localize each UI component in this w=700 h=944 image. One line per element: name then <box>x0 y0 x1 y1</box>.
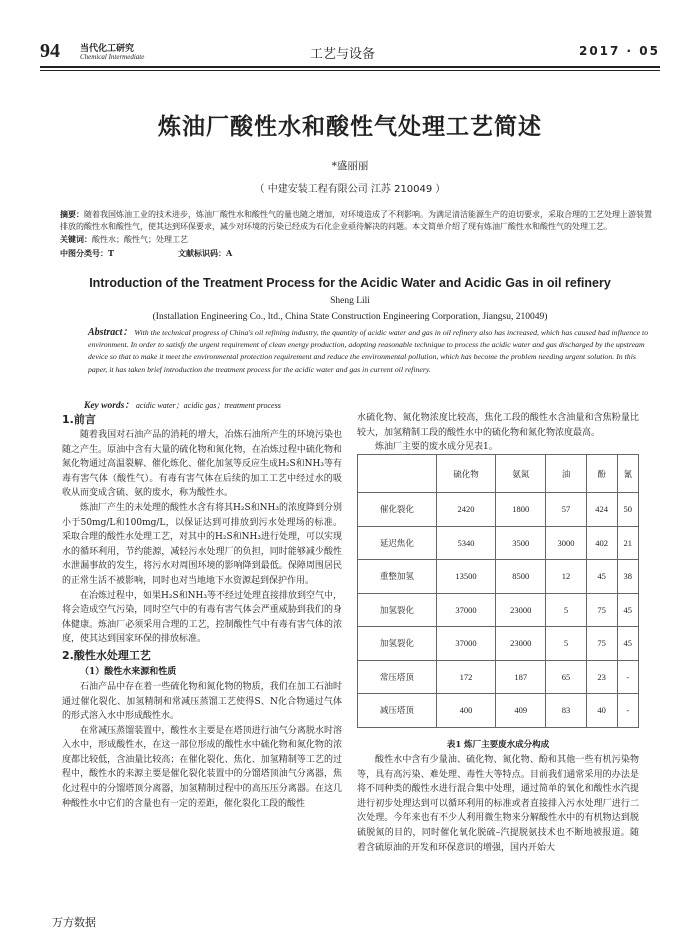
keywords-cn-label: 关键词： <box>60 234 92 245</box>
page-header <box>40 38 660 68</box>
table-cell: 45 <box>617 627 638 661</box>
wastewater-composition-table <box>357 454 639 728</box>
table-header-cell <box>358 455 437 493</box>
journal-name-en: Chemical Intermediate <box>80 53 145 61</box>
english-keywords-label: Key words： <box>84 401 134 411</box>
table-cell: 1800 <box>496 493 546 527</box>
section-1-heading: 1.前言 <box>62 413 96 426</box>
table-cell: 400 <box>436 694 496 728</box>
table-row <box>358 660 639 694</box>
keywords-cn <box>60 233 652 246</box>
abstract-cn-text: 随着我国炼油工业的技术进步，炼油厂酸性水和酸性气的量也随之增加，对环境造成了不利影响。为满足清洁能源生产的迫切要求，采取合理的工艺处理上游装置排放的酸性水和酸性气，使其达到环保要求，减少对环境的污染已经成为石化企业亟待解决的问题。本文简单介绍了现有炼油厂酸性水和酸性气的处理工艺。 <box>60 210 652 232</box>
table-cell: 5 <box>546 593 586 627</box>
journal-name-cn: 当代化工研究 <box>80 44 135 54</box>
table-cell: 172 <box>436 660 496 694</box>
table-header-row <box>358 455 639 493</box>
doc-code-label: 文献标识码： <box>177 247 226 258</box>
classification-line <box>60 247 652 260</box>
table-cell: 50 <box>617 493 638 527</box>
table-row <box>358 694 639 728</box>
table-cell: - <box>617 694 638 728</box>
table-cell: 83 <box>546 694 586 728</box>
english-keywords <box>84 397 654 411</box>
table-cell: 21 <box>617 526 638 560</box>
section-2-1-heading: （1）酸性水来源和性质 <box>80 666 177 677</box>
table-cell: 424 <box>586 493 617 527</box>
table-cell: 45 <box>586 560 617 594</box>
right-continuation-paragraph: 水硫化物、氮化物浓度比较高，焦化工段的酸性水含油量和含焦粉量比较大，加氢精制工段的酸性水中的硫化物和氮化物浓度最高。 <box>357 413 639 438</box>
table-cell: 2420 <box>436 493 496 527</box>
abstract-cn-label: 摘要： <box>60 209 84 219</box>
table-header-cell: 酚 <box>586 455 617 493</box>
table-row-label: 常压塔顶 <box>358 660 437 694</box>
table-cell: 75 <box>586 593 617 627</box>
table-header-cell: 硫化物 <box>436 455 496 493</box>
table-cell: 40 <box>586 694 617 728</box>
table-cell: 23 <box>586 660 617 694</box>
english-abstract <box>88 327 654 376</box>
header-rule-thin <box>40 70 660 71</box>
table-row <box>358 526 639 560</box>
header-rule-thick <box>40 66 660 68</box>
table-intro-text: 炼油厂主要的废水成分见表1。 <box>375 442 498 453</box>
table-row-label: 加氢裂化 <box>358 593 437 627</box>
table-cell: 23000 <box>496 593 546 627</box>
table-header-cell: 氰 <box>617 455 638 493</box>
section-1-paragraph-1: 随着我国对石油产品的消耗的增大，冶炼石油所产生的环境污染也随之产生。原油中含有大量的硫化物和氮化物，在冶炼过程中硫化物和氮化物通过高温裂解、催化炼化、催化加氢等反应生成H₂S和NH₃等有毒有害气体（酸性气）。有毒有害气体在后续的加工工艺中经过水的吸收从而变成含硫、氨的废水，称为酸性水。 <box>62 430 342 499</box>
english-author: Sheng Lili <box>330 296 370 306</box>
doc-code-value: A <box>225 247 233 258</box>
table-row <box>358 493 639 527</box>
table-header-cell: 油 <box>546 455 586 493</box>
abstract-cn-block <box>60 208 652 260</box>
table-cell: 23000 <box>496 627 546 661</box>
section-name: 工艺与设备 <box>310 47 376 62</box>
table-cell: 5 <box>546 627 586 661</box>
article-affiliation: （ 中建安装工程有限公司 江苏 210049 ） <box>254 184 446 195</box>
table-cell: 37000 <box>436 593 496 627</box>
section-2-heading: 2.酸性水处理工艺 <box>62 648 151 662</box>
section-2-1-paragraph-2: 在常减压蒸馏装置中，酸性水主要是在塔顶进行油气分离脱水时溶入水中，形成酸性水，在这一部位形成的酸性水中硫化物和氮化物的浓度都比较低，含油量比较高；在催化裂化、焦化、加氢精制等工艺的过程中，酸性水的来源主要是催化裂化装置中的分馏塔顶油气分离器，焦化过程中的分馏塔顶分离器，加氢精制过程中的高压压分离器。在这几种酸性水中它们的含量也有一定的差距，催化裂化工段的酸性 <box>62 725 342 809</box>
english-title: Introduction of the Treatment Process for the Acidic Water and Acidic Gas in oil refinery <box>89 276 611 290</box>
table-cell: 12 <box>546 560 586 594</box>
table-row <box>358 627 639 661</box>
table-row-label: 重整加氢 <box>358 560 437 594</box>
table-cell: - <box>617 660 638 694</box>
table-cell: 3500 <box>496 526 546 560</box>
table-cell: 5340 <box>436 526 496 560</box>
table-cell: 8500 <box>496 560 546 594</box>
table-cell: 75 <box>586 627 617 661</box>
issue-number: 2017 · 05 <box>578 44 660 58</box>
abstract-cn <box>60 208 652 233</box>
table-cell: 57 <box>546 493 586 527</box>
table-caption: 表1 炼厂主要废水成分构成 <box>446 740 550 750</box>
table-row <box>358 560 639 594</box>
body-left-column <box>62 411 342 811</box>
right-paragraph-after-table: 酸性水中含有少量油、硫化物、氮化物、酚和其他一些有机污染物等，具有高污染、难处理、毒性大等特点。目前我们通常采用的办法是将不同种类的酸性水进行混合集中处理，通过简单的氧化和酸性水汽提进行初步处理达到可以循环利用的标准或者直接排入污水处理厂进行二次处理。今年来也有不少人利用微生物来分解酸性水中的有机物达到脱硫脱氮的目的，同时催化氧化脱硫–汽提脱氨技术也不断地被报道。随着含硫原油的开发和环保意识的增强，国内开始大 <box>357 755 639 853</box>
class-label: 中图分类号： <box>60 247 108 258</box>
section-1-paragraph-2: 炼油厂产生的未处理的酸性水含有将其H₂S和NH₃的浓度降到分别小于50mg/L和100mg/L，以保证达到可排放到污水处理场的标准。采取合理的酸性水处理工艺，对其中的H₂S和NH₃进行处理，可以实现水的循环利用，节约能源，减轻污水处理厂的负担，同时能够减少酸性水泄漏事故的发生，将污水对周围环境的影响降到最低。保障周围居民的正常生活不被影响，同时也对当地地下水资源起到保护作用。 <box>62 502 342 586</box>
table-cell: 45 <box>617 593 638 627</box>
table-row-label: 加氢裂化 <box>358 627 437 661</box>
body-right-column <box>357 411 639 455</box>
table-cell: 402 <box>586 526 617 560</box>
table-cell: 13500 <box>436 560 496 594</box>
body-right-column-lower <box>357 753 639 855</box>
table-cell: 65 <box>546 660 586 694</box>
table-row-label: 延迟焦化 <box>358 526 437 560</box>
section-2-1-paragraph-1: 石油产品中存在着一些硫化物和氮化物的物质，我们在加工石油时通过催化裂化、加氢精制和常减压蒸馏工艺使得S、N化合物通过气体的形式溶入水中形成酸性水。 <box>62 681 342 722</box>
page-number: 94 <box>40 40 60 62</box>
english-abstract-label: Abstract： <box>88 327 133 338</box>
table-row-label: 催化裂化 <box>358 493 437 527</box>
article-author: *盛丽丽 <box>331 160 369 172</box>
english-keywords-text: acidic water；acidic gas；treatment process <box>135 401 281 410</box>
keywords-cn-text: 酸性水；酸性气；处理工艺 <box>92 235 188 245</box>
table-cell: 3000 <box>546 526 586 560</box>
class-value: T <box>108 247 114 258</box>
table-cell: 37000 <box>436 627 496 661</box>
table-cell: 409 <box>496 694 546 728</box>
table-header-cell: 氨氮 <box>496 455 546 493</box>
table-cell: 38 <box>617 560 638 594</box>
table-row <box>358 593 639 627</box>
article-title: 炼油厂酸性水和酸性气处理工艺简述 <box>158 114 542 140</box>
english-abstract-text: With the technical progress of China's oil refining industry, the quantity of acidic water and gas in oil refinery also has increased, which has caused bad influence to environment. In order to satisfy the urgent requirement of clean energy production, adopting reasonable technique to process the acidic water and gas discharged by the upstream device so that to make it meet the environmental protection requirement and reduce the environmental pollution, which has become the problem needing urgent solution. In this paper, it has taken brief introduction the treatment process for the acidic water and gas in current oil refinery. <box>88 328 649 374</box>
section-1-paragraph-3: 在冶炼过程中，如果H₂S和NH₃等不经过处理直接排放到空气中，将会造成空气污染，同时空气中的有毒有害气体会严重威胁到我们的身体健康。炼油厂必须采用合理的工艺，控制酸性气中有毒有害气体的浓度，使其达到国家环保的排放标准。 <box>62 590 342 645</box>
table-cell: 187 <box>496 660 546 694</box>
table-row-label: 减压塔顶 <box>358 694 437 728</box>
english-affiliation: (Installation Engineering Co., ltd., China State Construction Engineering Corporation, Jiangsu, 210049) <box>152 312 548 322</box>
footer-watermark: 万方数据 <box>52 916 96 929</box>
